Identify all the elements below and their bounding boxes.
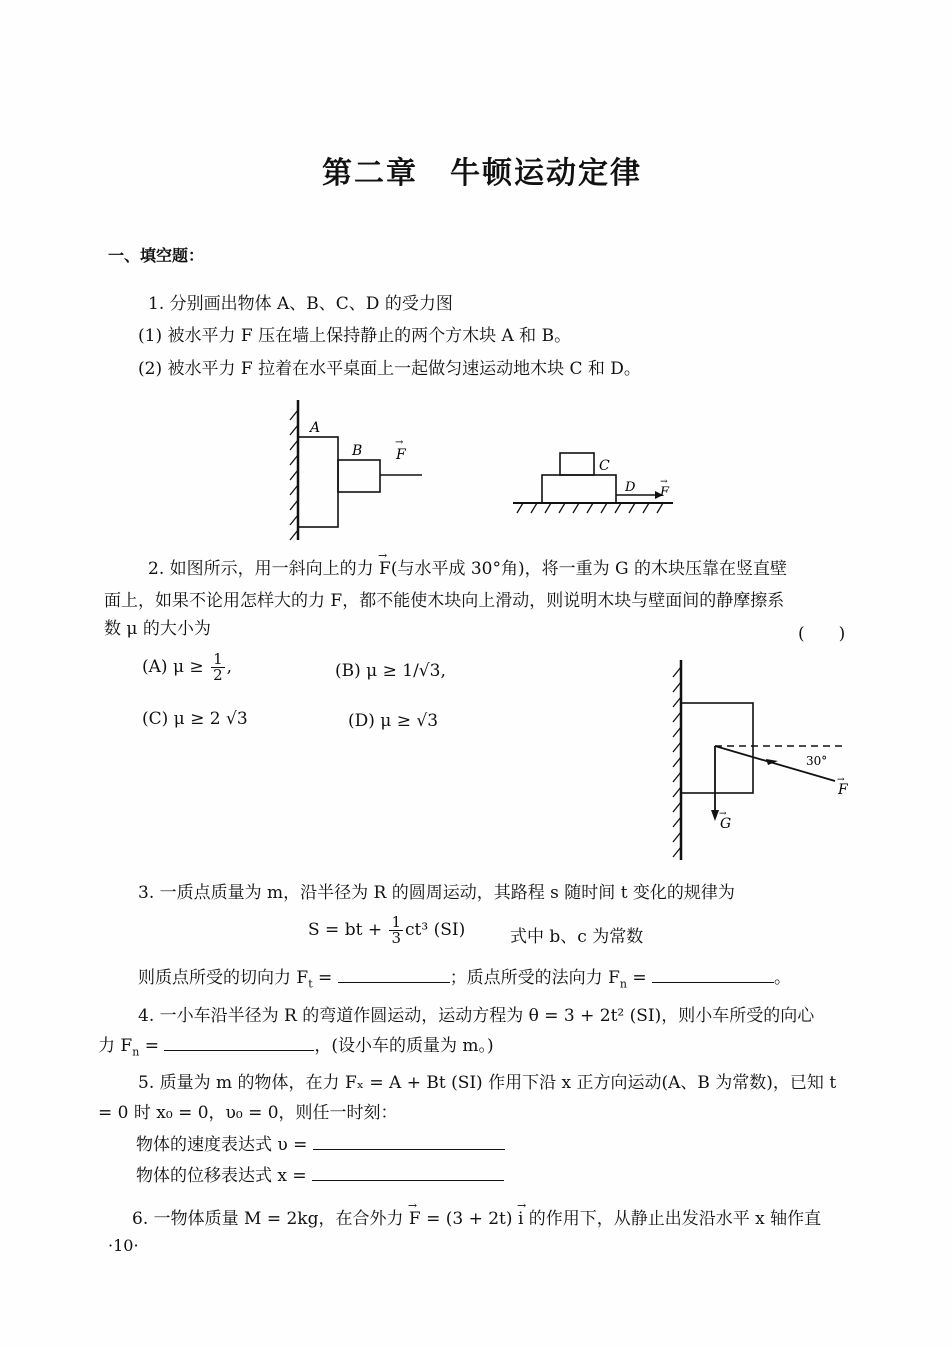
q1-part2: (2) 被水平力 F 拉着在水平桌面上一起做匀速运动地木块 C 和 D。 xyxy=(138,359,641,379)
q2-line3: 数 μ 的大小为 xyxy=(104,619,211,639)
angle-label: 30° xyxy=(806,754,828,768)
section-heading: 一、填空题： xyxy=(108,246,205,265)
q2-line2: 面上，如果不论用怎样大的力 F，都不能使木块向上滑动，则说明木块与壁面间的静摩擦系 xyxy=(104,591,785,611)
gravity-label: G xyxy=(720,816,732,832)
vector-arrow-icon: → xyxy=(660,477,668,487)
option-a: (A) μ ≥ $\frac{1}{2}$ , xyxy=(142,650,233,684)
q3-question: 则质点所受的切向力 $F_t$ = ；质点所受的法向力 $F_n$ = 。 xyxy=(138,968,792,991)
vector-arrow-icon: → xyxy=(719,809,727,819)
q4-line1: 4. 一小车沿半径为 R 的弯道作圆运动，运动方程为 θ = 3 + 2t² (SI)，则小车所受的向心 xyxy=(138,1006,815,1026)
label-c: C xyxy=(599,458,610,474)
force-f-vector: → F xyxy=(379,558,391,580)
q3-note: 式中 b、c 为常数 xyxy=(510,927,644,947)
chapter-title: 第二章 牛顿运动定律 xyxy=(322,156,642,191)
label-f2: F xyxy=(660,485,670,500)
unit-vector-i: → i xyxy=(518,1208,523,1230)
option-b: (B) μ ≥ 1/√3, xyxy=(335,661,446,681)
answer-blank-tangential[interactable] xyxy=(338,966,450,983)
fraction-one-half: $\frac{1}{2}$ xyxy=(213,650,223,684)
q1-figure-table-blocks xyxy=(505,440,680,520)
q6-line1: 6. 一物体质量 M = 2kg，在合外力 → F = (3 + 2t) → i 的作用下，从静止出发沿水平 x 轴作直 xyxy=(132,1208,821,1230)
label-d: D xyxy=(625,480,636,495)
q1-part1: (1) 被水平力 F 压在墙上保持静止的两个方木块 A 和 B。 xyxy=(138,326,572,346)
q3-equation: S = bt + $\frac{1}{3}$ ct³ (SI) xyxy=(308,913,466,947)
label-a: A xyxy=(310,420,321,436)
q1-stem: 1. 分别画出物体 A、B、C、D 的受力图 xyxy=(148,294,453,314)
option-c: (C) μ ≥ 2 √3 xyxy=(142,709,248,729)
label-f: F xyxy=(396,447,406,463)
q5-displacement: 物体的位移表达式 x = xyxy=(136,1164,504,1187)
label-b: B xyxy=(352,443,363,459)
q1-figure-wall-blocks xyxy=(280,395,440,545)
q4-line2: 力 $F_n$ = ，(设小车的质量为 m。) xyxy=(98,1036,494,1059)
q5-line1: 5. 质量为 m 的物体，在力 Fₓ = A + Bt (SI) 作用下沿 x 正方向运动(A、B 为常数)，已知 t xyxy=(138,1073,837,1093)
force-f-vector: → F xyxy=(409,1208,421,1230)
vector-arrow-icon: → xyxy=(395,437,404,448)
answer-blank-normal[interactable] xyxy=(652,966,774,983)
q3-stem: 3. 一质点质量为 m，沿半径为 R 的圆周运动，其路程 s 随时间 t 变化的规律为 xyxy=(138,883,735,903)
force-label: F xyxy=(838,782,848,798)
q5-line2: = 0 时 x₀ = 0，υ₀ = 0，则任一时刻： xyxy=(98,1103,398,1123)
q2-line1: 2. 如图所示，用一斜向上的力 → F(与水平成 30°角)，将一重为 G 的木块压靠在竖直壁 xyxy=(148,558,787,580)
answer-blank-centripetal[interactable] xyxy=(164,1034,314,1051)
q2-figure-incline-force xyxy=(660,655,860,865)
fraction-one-third: $\frac{1}{3}$ xyxy=(391,913,402,947)
answer-blank-displacement[interactable] xyxy=(312,1164,504,1181)
answer-blank-velocity[interactable] xyxy=(313,1133,505,1150)
q5-velocity: 物体的速度表达式 υ = xyxy=(136,1133,505,1156)
page-number: ·10· xyxy=(108,1236,139,1255)
vector-arrow-icon: → xyxy=(837,775,845,785)
option-d: (D) μ ≥ √3 xyxy=(348,711,439,731)
answer-bracket: ( ) xyxy=(798,624,846,644)
